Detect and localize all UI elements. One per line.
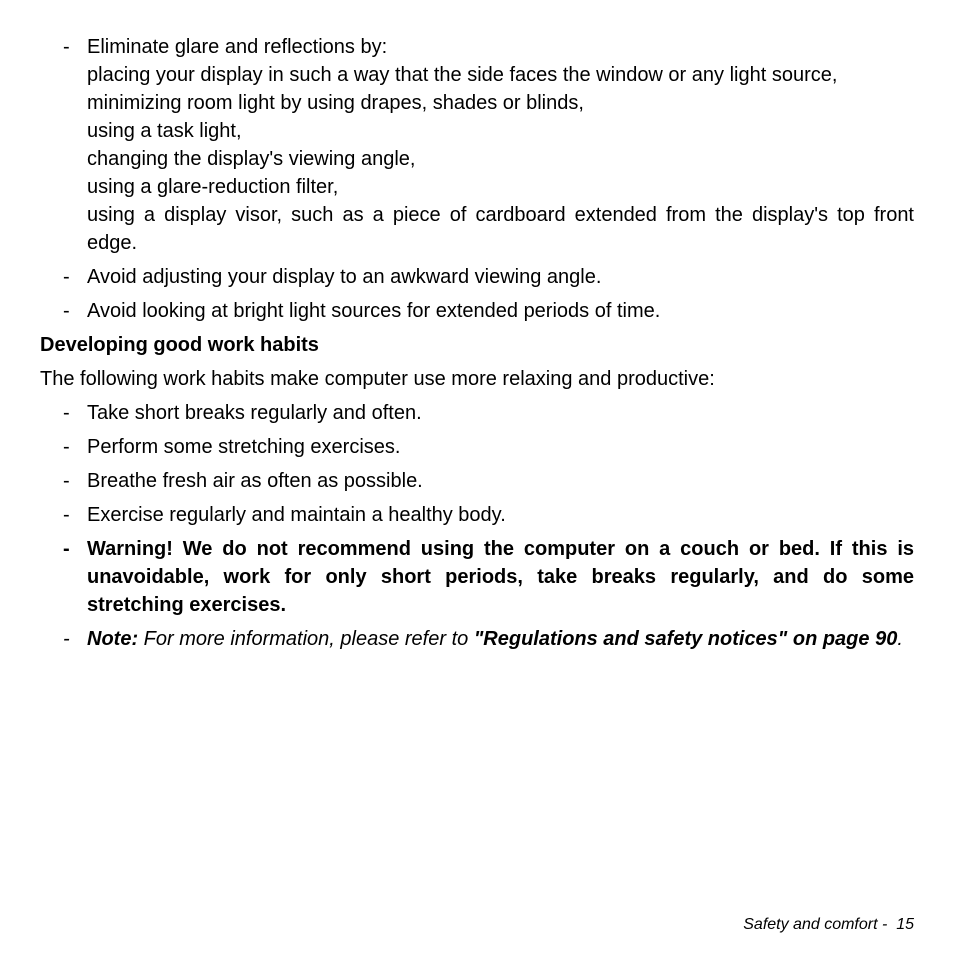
bullet-dash: - — [63, 628, 70, 650]
note-item — [40, 625, 914, 653]
page-content — [40, 33, 914, 659]
glare-method: using a display visor, such as a piece of cardboard extended from the display's top front edge. — [87, 204, 914, 254]
glare-heading: Eliminate glare and reflections by: — [87, 36, 388, 58]
list-item — [40, 399, 914, 427]
list-item-text: Perform some stretching exercises. — [87, 436, 401, 458]
bullet-dash: - — [63, 538, 70, 560]
list-item-text: Breathe fresh air as often as possible. — [87, 470, 423, 492]
section-intro: The following work habits make computer use more relaxing and productive: — [40, 368, 715, 390]
page-number: 15 — [896, 916, 914, 933]
glare-method: changing the display's viewing angle, — [87, 148, 416, 170]
section-heading: Developing good work habits — [40, 334, 319, 356]
bullet-dash: - — [63, 402, 70, 424]
page-footer — [743, 914, 914, 936]
glare-method: using a task light, — [87, 120, 242, 142]
list-item-text: Exercise regularly and maintain a healthy body. — [87, 504, 506, 526]
glare-method: minimizing room light by using drapes, shades or blinds, — [87, 92, 584, 114]
bullet-dash: - — [63, 470, 70, 492]
note-label: Note: — [87, 628, 139, 650]
note-end: . — [897, 628, 903, 650]
note-link[interactable]: "Regulations and safety notices" on page 90 — [473, 628, 898, 650]
bullet-dash: - — [63, 300, 70, 322]
list-item — [40, 297, 914, 325]
bullet-dash: - — [63, 36, 70, 58]
footer-title: Safety and comfort - — [743, 916, 888, 933]
list-item — [40, 263, 914, 291]
list-item-text: Avoid looking at bright light sources for extended periods of time. — [87, 300, 661, 322]
bullet-dash: - — [63, 436, 70, 458]
list-item-text: Avoid adjusting your display to an awkward viewing angle. — [87, 266, 602, 288]
list-item — [40, 433, 914, 461]
warning-item — [40, 535, 914, 619]
bullet-dash: - — [63, 504, 70, 526]
list-item — [40, 501, 914, 529]
bullet-dash: - — [63, 266, 70, 288]
list-item — [40, 467, 914, 495]
warning-text: Warning! We do not recommend using the computer on a couch or bed. If this is unavoidable, work for only short periods, take breaks regularly, and do some stretching exercises. — [87, 538, 914, 616]
glare-method: placing your display in such a way that the side faces the window or any light source, — [87, 64, 838, 86]
note-text: For more information, please refer to — [138, 628, 474, 650]
list-item-glare — [40, 33, 914, 257]
glare-method: using a glare-reduction filter, — [87, 176, 339, 198]
list-item-text: Take short breaks regularly and often. — [87, 402, 422, 424]
